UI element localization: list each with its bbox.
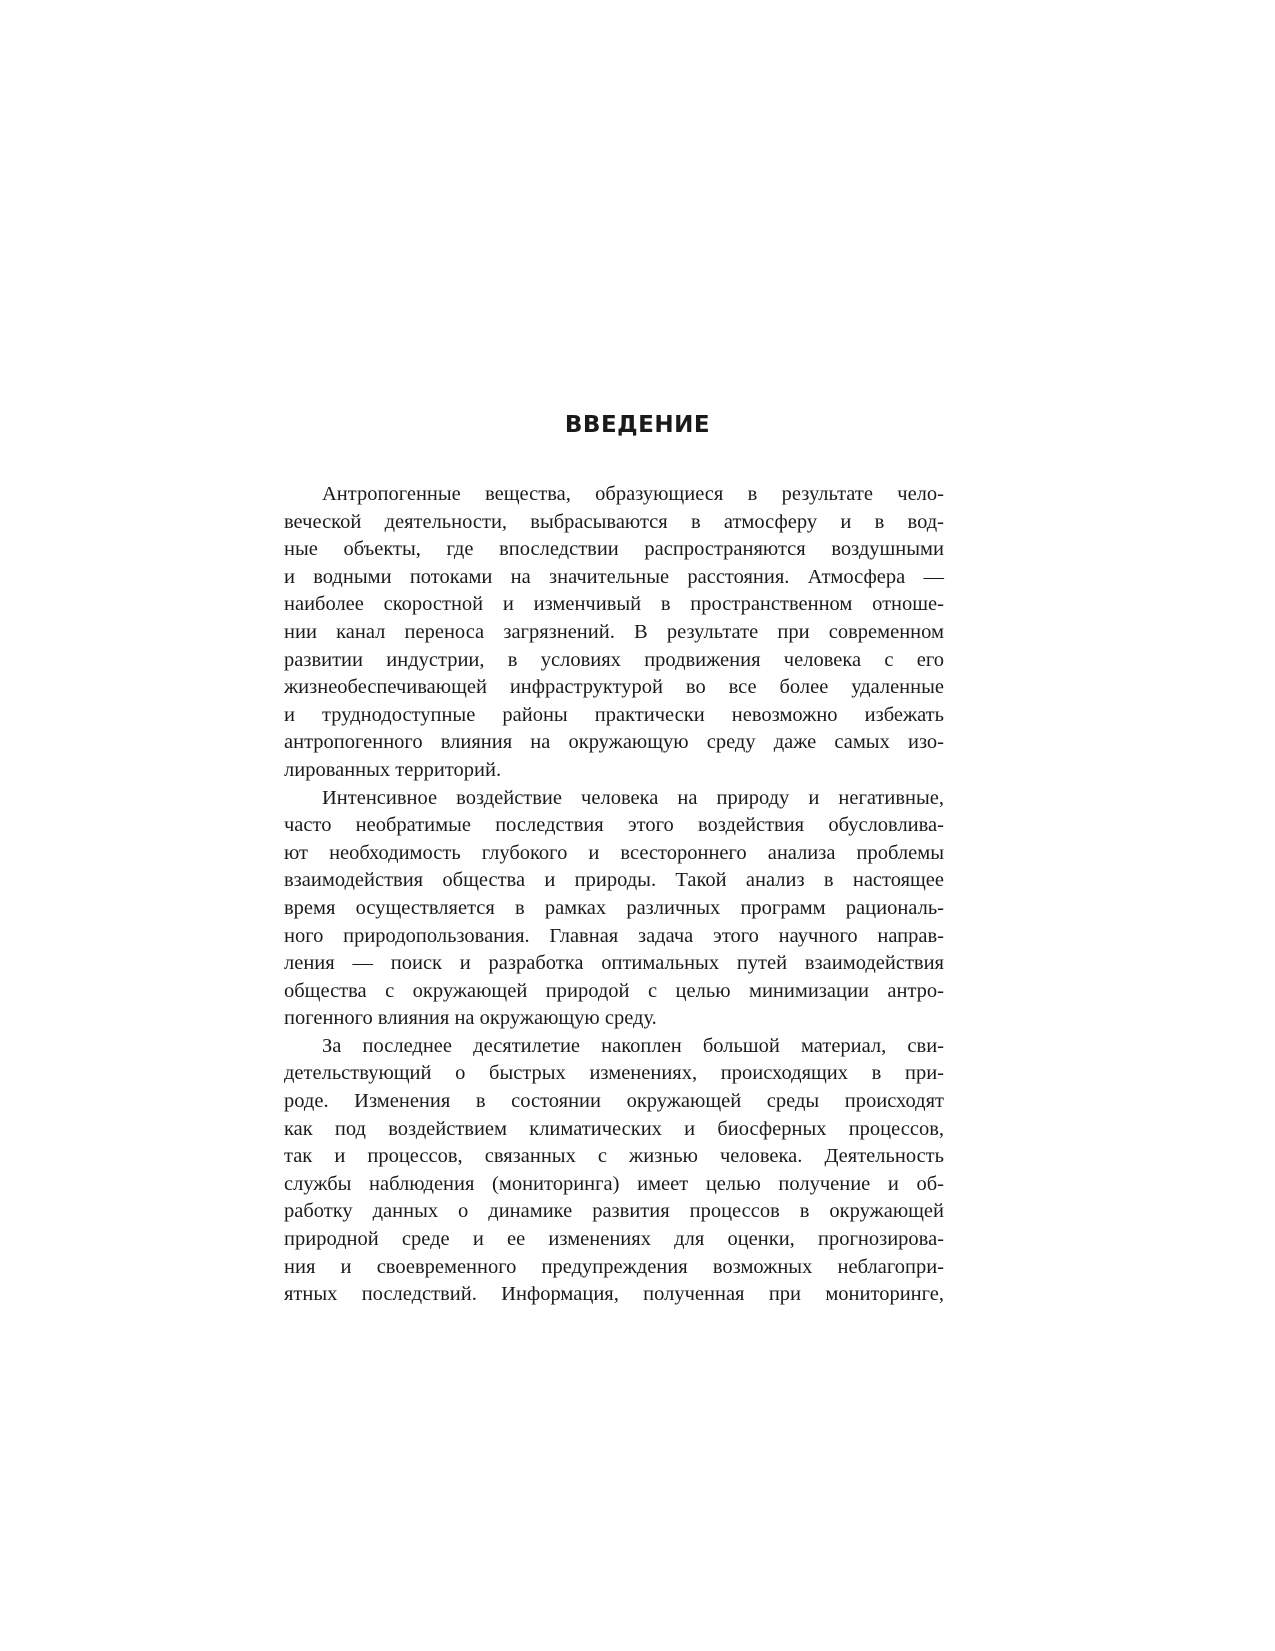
text-line: природной среде и ее изменениях для оценки, прогнозирова- (284, 1228, 944, 1251)
text-line: нии канал переноса загрязнений. В результате при современном (284, 620, 944, 643)
text-line: работку данных о динамике развития процессов в окружающей (284, 1200, 944, 1223)
text-line: антропогенного влияния на окружающую среду даже самых изо- (284, 731, 944, 754)
text-line: жизнеобеспечивающей инфраструктурой во все более удаленные (284, 676, 944, 699)
text-line: лированных территорий. (284, 758, 502, 781)
text-line: ния и своевременного предупреждения возможных неблагопри- (284, 1255, 944, 1278)
text-line: и труднодоступные районы практически невозможно избежать (284, 703, 944, 726)
text-line: погенного влияния на окружающую среду. (284, 1007, 657, 1030)
body-text (284, 481, 944, 1309)
text-line: ные объекты, где впоследствии распространяются воздушными (284, 538, 944, 561)
page-title: ВВЕДЕНИЕ (564, 412, 711, 438)
text-line: ления — поиск и разработка оптимальных путей взаимодействия (284, 952, 944, 975)
text-line: так и процессов, связанных с жизнью человека. Деятельность (284, 1145, 944, 1168)
text-line: время осуществляется в рамках различных программ рациональ- (284, 896, 944, 919)
paragraph (284, 481, 944, 785)
text-line: общества с окружающей природой с целью минимизации антро- (284, 979, 944, 1002)
text-line: ют необходимость глубокого и всестороннего анализа проблемы (284, 841, 944, 864)
text-line: часто необратимые последствия этого воздействия обусловлива- (284, 814, 944, 837)
text-line: наиболее скоростной и изменчивый в пространственном отноше- (284, 593, 944, 616)
text-line: как под воздействием климатических и биосферных процессов, (284, 1117, 944, 1140)
text-line: веческой деятельности, выбрасываются в атмосферу и в вод- (284, 510, 944, 533)
text-line: службы наблюдения (мониторинга) имеет целью получение и об- (284, 1172, 944, 1195)
text-line: детельствующий о быстрых изменениях, происходящих в при- (284, 1062, 944, 1085)
text-line: Антропогенные вещества, образующиеся в результате чело- (322, 483, 944, 505)
text-line: развитии индустрии, в условиях продвижения человека с его (284, 648, 944, 671)
text-line: ятных последствий. Информация, полученная при мониторинге, (284, 1283, 944, 1306)
text-line: роде. Изменения в состоянии окружающей среды происходят (284, 1090, 944, 1113)
paragraph (284, 1033, 944, 1309)
text-line: взаимодействия общества и природы. Такой анализ в настоящее (284, 869, 944, 892)
text-line: и водными потоками на значительные расстояния. Атмосфера — (284, 565, 944, 588)
paragraph (284, 785, 944, 1033)
text-line: Интенсивное воздействие человека на природу и негативные, (322, 786, 944, 809)
text-line: За последнее десятилетие накоплен большой материал, сви- (322, 1034, 944, 1057)
text-line: ного природопользования. Главная задача этого научного направ- (284, 924, 944, 947)
